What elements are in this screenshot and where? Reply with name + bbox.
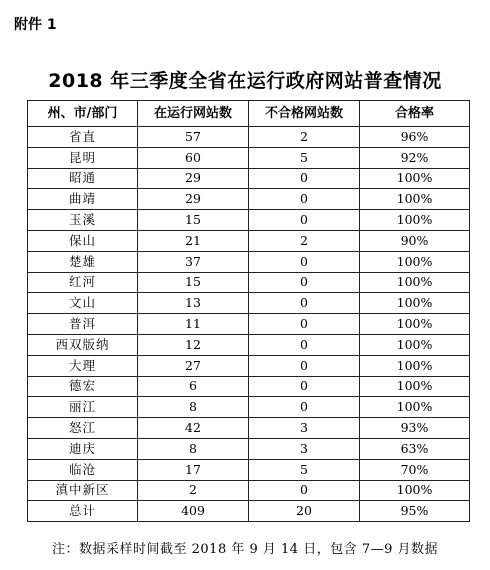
cell-pass-rate: 63% <box>360 438 470 459</box>
cell-pass-rate: 92% <box>360 147 470 168</box>
cell-failed-sites: 0 <box>249 376 360 397</box>
table-row <box>28 480 470 501</box>
cell-running-sites: 12 <box>138 334 249 355</box>
cell-pass-rate: 100% <box>360 334 470 355</box>
cell-failed-sites: 0 <box>249 334 360 355</box>
cell-failed-sites: 2 <box>249 230 360 251</box>
cell-region: 临沧 <box>28 459 138 480</box>
footnote: 注：数据采样时间截至 2018 年 9 月 14 日，包含 7—9 月数据 <box>52 542 438 557</box>
cell-running-sites: 60 <box>138 147 249 168</box>
cell-failed-sites: 0 <box>249 210 360 231</box>
table-row <box>28 168 470 189</box>
cell-pass-rate: 100% <box>360 314 470 335</box>
cell-failed-sites: 0 <box>249 293 360 314</box>
cell-failed-sites: 3 <box>249 438 360 459</box>
cell-failed-sites: 0 <box>249 314 360 335</box>
cell-running-sites: 57 <box>138 127 249 148</box>
cell-pass-rate: 100% <box>360 355 470 376</box>
table-row <box>28 355 470 376</box>
cell-running-sites: 6 <box>138 376 249 397</box>
cell-pass-rate: 100% <box>360 168 470 189</box>
cell-region: 怒江 <box>28 418 138 439</box>
cell-running-sites: 42 <box>138 418 249 439</box>
cell-running-sites: 21 <box>138 230 249 251</box>
table-row <box>28 251 470 272</box>
cell-pass-rate: 100% <box>360 480 470 501</box>
cell-failed-sites: 0 <box>249 251 360 272</box>
cell-region: 昭通 <box>28 168 138 189</box>
cell-pass-rate: 90% <box>360 230 470 251</box>
document-title: 2018 年三季度全省在运行政府网站普查情况 <box>48 70 442 92</box>
cell-pass-rate: 100% <box>360 293 470 314</box>
cell-pass-rate: 95% <box>360 501 470 522</box>
header-pass-rate: 合格率 <box>360 101 470 127</box>
cell-failed-sites: 0 <box>249 355 360 376</box>
cell-pass-rate: 93% <box>360 418 470 439</box>
survey-table <box>27 100 470 522</box>
cell-running-sites: 29 <box>138 189 249 210</box>
cell-failed-sites: 0 <box>249 480 360 501</box>
cell-region: 滇中新区 <box>28 480 138 501</box>
cell-region: 曲靖 <box>28 189 138 210</box>
cell-pass-rate: 100% <box>360 272 470 293</box>
attachment-label: 附件 1 <box>14 17 57 33</box>
cell-failed-sites: 5 <box>249 459 360 480</box>
cell-failed-sites: 2 <box>249 127 360 148</box>
cell-region: 总计 <box>28 501 138 522</box>
cell-region: 省直 <box>28 127 138 148</box>
table-body <box>28 127 470 522</box>
cell-region: 文山 <box>28 293 138 314</box>
table-row <box>28 127 470 148</box>
header-failed-sites: 不合格网站数 <box>249 101 360 127</box>
cell-pass-rate: 100% <box>360 397 470 418</box>
table-row <box>28 397 470 418</box>
cell-region: 德宏 <box>28 376 138 397</box>
table-row <box>28 438 470 459</box>
header-running-sites: 在运行网站数 <box>138 101 249 127</box>
cell-region: 西双版纳 <box>28 334 138 355</box>
cell-running-sites: 37 <box>138 251 249 272</box>
cell-failed-sites: 0 <box>249 272 360 293</box>
table-row <box>28 418 470 439</box>
cell-running-sites: 29 <box>138 168 249 189</box>
table-row <box>28 210 470 231</box>
cell-region: 玉溪 <box>28 210 138 231</box>
cell-running-sites: 17 <box>138 459 249 480</box>
cell-running-sites: 15 <box>138 272 249 293</box>
cell-pass-rate: 100% <box>360 251 470 272</box>
cell-running-sites: 11 <box>138 314 249 335</box>
cell-pass-rate: 100% <box>360 210 470 231</box>
cell-running-sites: 15 <box>138 210 249 231</box>
table-row <box>28 230 470 251</box>
cell-pass-rate: 100% <box>360 376 470 397</box>
cell-running-sites: 13 <box>138 293 249 314</box>
table-row <box>28 189 470 210</box>
cell-region: 昆明 <box>28 147 138 168</box>
cell-pass-rate: 70% <box>360 459 470 480</box>
cell-failed-sites: 5 <box>249 147 360 168</box>
table-row <box>28 334 470 355</box>
cell-running-sites: 8 <box>138 397 249 418</box>
cell-failed-sites: 20 <box>249 501 360 522</box>
cell-failed-sites: 0 <box>249 189 360 210</box>
cell-failed-sites: 0 <box>249 397 360 418</box>
table-header-row <box>28 101 470 127</box>
table-row <box>28 293 470 314</box>
table-row <box>28 314 470 335</box>
cell-failed-sites: 0 <box>249 168 360 189</box>
cell-pass-rate: 96% <box>360 127 470 148</box>
cell-running-sites: 409 <box>138 501 249 522</box>
cell-region: 大理 <box>28 355 138 376</box>
cell-pass-rate: 100% <box>360 189 470 210</box>
cell-region: 楚雄 <box>28 251 138 272</box>
cell-running-sites: 8 <box>138 438 249 459</box>
table-row <box>28 501 470 522</box>
header-region: 州、市/部门 <box>28 101 138 127</box>
cell-region: 普洱 <box>28 314 138 335</box>
cell-region: 红河 <box>28 272 138 293</box>
table-row <box>28 272 470 293</box>
table-row <box>28 376 470 397</box>
cell-region: 丽江 <box>28 397 138 418</box>
table-row <box>28 147 470 168</box>
cell-running-sites: 27 <box>138 355 249 376</box>
cell-running-sites: 2 <box>138 480 249 501</box>
cell-region: 迪庆 <box>28 438 138 459</box>
table-row <box>28 459 470 480</box>
cell-failed-sites: 3 <box>249 418 360 439</box>
cell-region: 保山 <box>28 230 138 251</box>
